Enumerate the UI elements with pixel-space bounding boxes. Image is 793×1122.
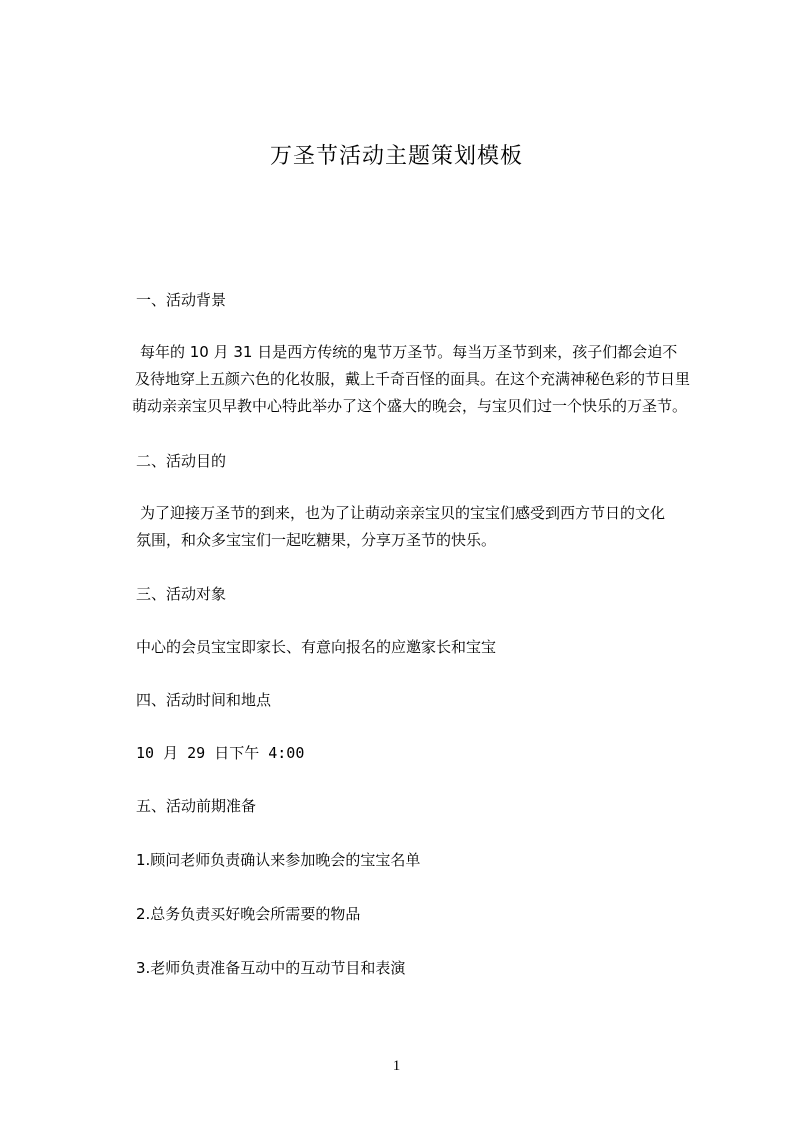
purpose-line-2: 氛围，和众多宝宝们一起吃糖果，分享万圣节的快乐。 — [136, 531, 497, 549]
section-heading-audience: 三、活动对象 — [136, 585, 227, 603]
purpose-paragraph — [136, 500, 708, 554]
background-line-3: 萌动亲亲宝贝早教中心特此举办了这个盛大的晚会，与宝贝们过一个快乐的万圣节。 — [132, 397, 688, 415]
purpose-line-1: 为了迎接万圣节的到来，也为了让萌动亲亲宝贝的宝宝们感受到西方节日的文化 — [140, 504, 666, 522]
background-line-2: 及待地穿上五颜六色的化妆服，戴上千奇百怪的面具。在这个充满神秘色彩的节日里 — [135, 370, 691, 388]
section-heading-time-place: 四、活动时间和地点 — [136, 691, 272, 709]
section-heading-preparation: 五、活动前期准备 — [136, 797, 257, 815]
background-paragraph — [132, 339, 708, 420]
preparation-item-2: 2.总务负责买好晚会所需要的物品 — [136, 905, 361, 923]
preparation-item-1: 1.顾问老师负责确认来参加晚会的宝宝名单 — [136, 851, 421, 869]
time-place-text: 10 月 29 日下午 4:00 — [136, 744, 305, 762]
preparation-item-3: 3.老师负责准备互动中的互动节目和表演 — [136, 959, 406, 977]
page-number: 1 — [392, 1058, 401, 1074]
section-heading-background: 一、活动背景 — [136, 291, 227, 309]
document-title: 万圣节活动主题策划模板 — [269, 144, 523, 169]
section-heading-purpose: 二、活动目的 — [136, 452, 227, 470]
background-line-1: 每年的 10 月 31 日是西方传统的鬼节万圣节。每当万圣节到来，孩子们都会迫不 — [140, 343, 678, 361]
audience-text: 中心的会员宝宝即家长、有意向报名的应邀家长和宝宝 — [136, 638, 497, 656]
